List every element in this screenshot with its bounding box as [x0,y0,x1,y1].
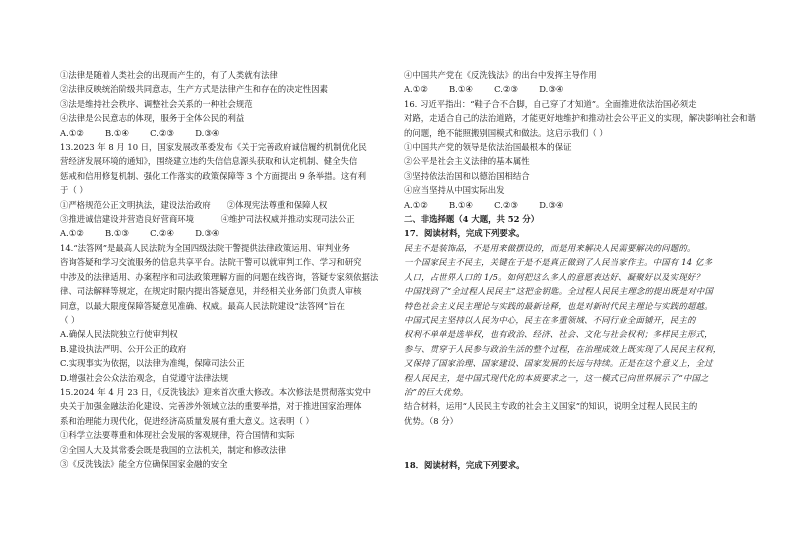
section-title: 二、非选择题（4 大题，共 52 分） [404,214,540,225]
q14-stem-line: 同意，以最大限度保障答疑意见准确、权威。最高人民法院建设“法答网”旨在 [60,300,345,311]
q13-options: A.①② B.①③ C.②④ D.③④ [60,228,220,239]
q15-item-3: ③《反洗钱法》能全方位确保国家金融的安全 [60,458,228,469]
q17-material-line: 人口，占世界人口的 1/5。如何把这么多人的意愿表达好、凝聚好以及实现好？ [404,271,704,282]
q17-material-line: 一个国家民主不民主，关键在于是不是真正做到了人民当家作主。中国有 14 亿多 [404,257,713,268]
q15-stem-line: 系和治理能力现代化，促进经济高质量发展有重大意义。这表明（ ） [60,415,314,426]
q13-stem-line: 于（ ） [60,185,88,196]
q17-material-line: 中国式民主坚持以人民为中心，民主在多重领域、不同行业全面铺开，民主的 [404,314,696,325]
q14-stem-line: 14.“法答网”是最高人民法院为全国四级法院干警提供法律政策运用、审判业务 [60,242,350,253]
q14-option-b: B.建设执法严明、公开公正的政府 [60,343,187,354]
q14-option-d: D.增强社会公众法治观念，自觉遵守法律法规 [60,372,229,383]
q15-item-4: ④中国共产党在《反洗钱法》的出台中发挥主导作用 [404,70,597,80]
q17-material-line: 参与、贯穿于人民参与政治生活的整个过程，在治理成效上既实现了人民民主权利， [404,343,722,354]
q16-item-1: ①中国共产党的领导是依法治国最根本的保证 [404,142,572,153]
q14-stem-line: （ ） [60,314,80,325]
q15-stem-line: 央关于加强金融法治化建设、完善涉外领域立法的重要举措，对于推进国家治理体 [60,401,362,412]
q16-item-3: ③坚持依法治国和以德治国相结合 [404,170,530,181]
q12-item-2: ②法律反映统治阶级共同意志，生产方式是法律产生和存在的决定性因素 [60,84,328,95]
q17-material-line: 权利不单单是选举权，也有政治、经济、社会、文化与社会权利；多样民主形式， [404,329,713,340]
q17-requirement-line: 优势。（8 分） [404,415,459,426]
q15-stem-line: 15.2024 年 4 月 23 日，《反洗钱法》迎来首次重大修改。本次修法是贯彻落实党中 [60,386,371,397]
q15-item-1: ①科学立法要尊重和体现社会发展的客观规律，符合国情和实际 [60,430,295,441]
q16-item-4: ④应当坚持从中国实际出发 [404,185,505,196]
q14-option-c: C.实现事实为依据，以法律为准绳，保障司法公正 [60,358,245,369]
q17-material-line: 程人民民主，是中国式现代化的本质要求之一，这一模式已向世界展示了“中国之 [404,372,709,383]
q17-title: 17．阅读材料，完成下列要求。 [404,228,525,239]
q13-stem-line: 惩戒和信用修复机制、强化工作落实的政策保障等 3 个方面提出 9 条举措。这有利 [60,170,367,181]
q17-material-line: 民主不是装饰品，不是用来做摆设的，而是用来解决人民需要解决的问题的。 [404,242,696,253]
q16-options: A.①② B.①④ C.②③ D.③④ [404,199,564,210]
q13-stem-line: 营经济发展环境的通知》，围绕建立违约失信信息源头获取和认定机制、健全失信 [60,156,358,167]
q15-item-2: ②全国人大及其常委会既是我国的立法机关，制定和修改法律 [60,444,287,455]
q12-item-1: ①法律是随着人类社会的出现而产生的，有了人类就有法律 [60,70,278,80]
right-column [404,68,756,473]
q17-material-line: 又保持了国家治理、国家建设、国家发展的长远与持续。正是在这个意义上，全过 [404,358,713,369]
q16-item-2: ②公平是社会主义法律的基本属性 [404,156,530,167]
q17-requirement-line: 结合材料，运用“人民民主专政的社会主义国家”的知识，说明全过程人民民主的 [404,401,698,412]
q13-item-row: ③推进诚信建设并营造良好营商环境 ④维护司法权威并推动实现司法公正 [60,214,355,225]
q16-stem-line: 的问题，绝不能照搬别国模式和做法。这启示我们（ ） [404,127,608,138]
q14-stem-line: 中涉及的法律适用、办案程序和司法政策理解方面的问题在线咨询，答疑专家须依据法 [60,271,379,282]
answer-space [404,428,740,458]
left-column [60,68,390,471]
q13-stem-line: 13.2023 年 8 月 10 日，国家发展改革委发布《关于完善政府诚信履约机制优化民 [60,142,367,153]
q14-stem-line: 律、司法解释等规定，在规定时限内提出答疑意见，并经相关业务部门负责人审核 [60,286,362,297]
q18-title: 18．阅读材料，完成下列要求。 [404,460,525,471]
q17-material-line: 特色社会主义民主理论与实践的最新诠释，也是对新时代民主理论与实践的超越。 [404,300,713,311]
q16-stem-line: 对路，走适合自己的法治道路，才能更好地维护和推动社会公平正义的实现，解决影响社会和谐 [404,113,756,124]
q14-option-a: A.确保人民法院独立行使审判权 [60,329,178,340]
q14-stem-line: 咨询答疑和学习交流服务的信息共享平台。法院干警可以就审判工作、学习和研究 [60,257,362,268]
q12-options: A.①② B.①④ C.②③ D.③④ [60,127,220,138]
q12-item-4: ④法律是公民意志的体现，服务于全体公民的利益 [60,113,245,124]
q15-options: A.①② B.①④ C.②③ D.③④ [404,84,564,95]
q12-item-3: ③法是维持社会秩序、调整社会关系的一种社会规范 [60,98,253,109]
q13-item-row: ①严格规范公正文明执法，建设法治政府 ②体现宪法尊重和保障人权 [60,199,328,210]
q17-material-line: 中国找到了“全过程人民民主”这把金钥匙。全过程人民民主理念的提出既是对中国 [404,286,714,297]
q17-material-line: 治”的巨大优势。 [404,386,469,397]
q16-stem-line: 16. 习近平指出：“鞋子合不合脚，自己穿了才知道”。全面推进依法治国必须走 [404,98,697,109]
